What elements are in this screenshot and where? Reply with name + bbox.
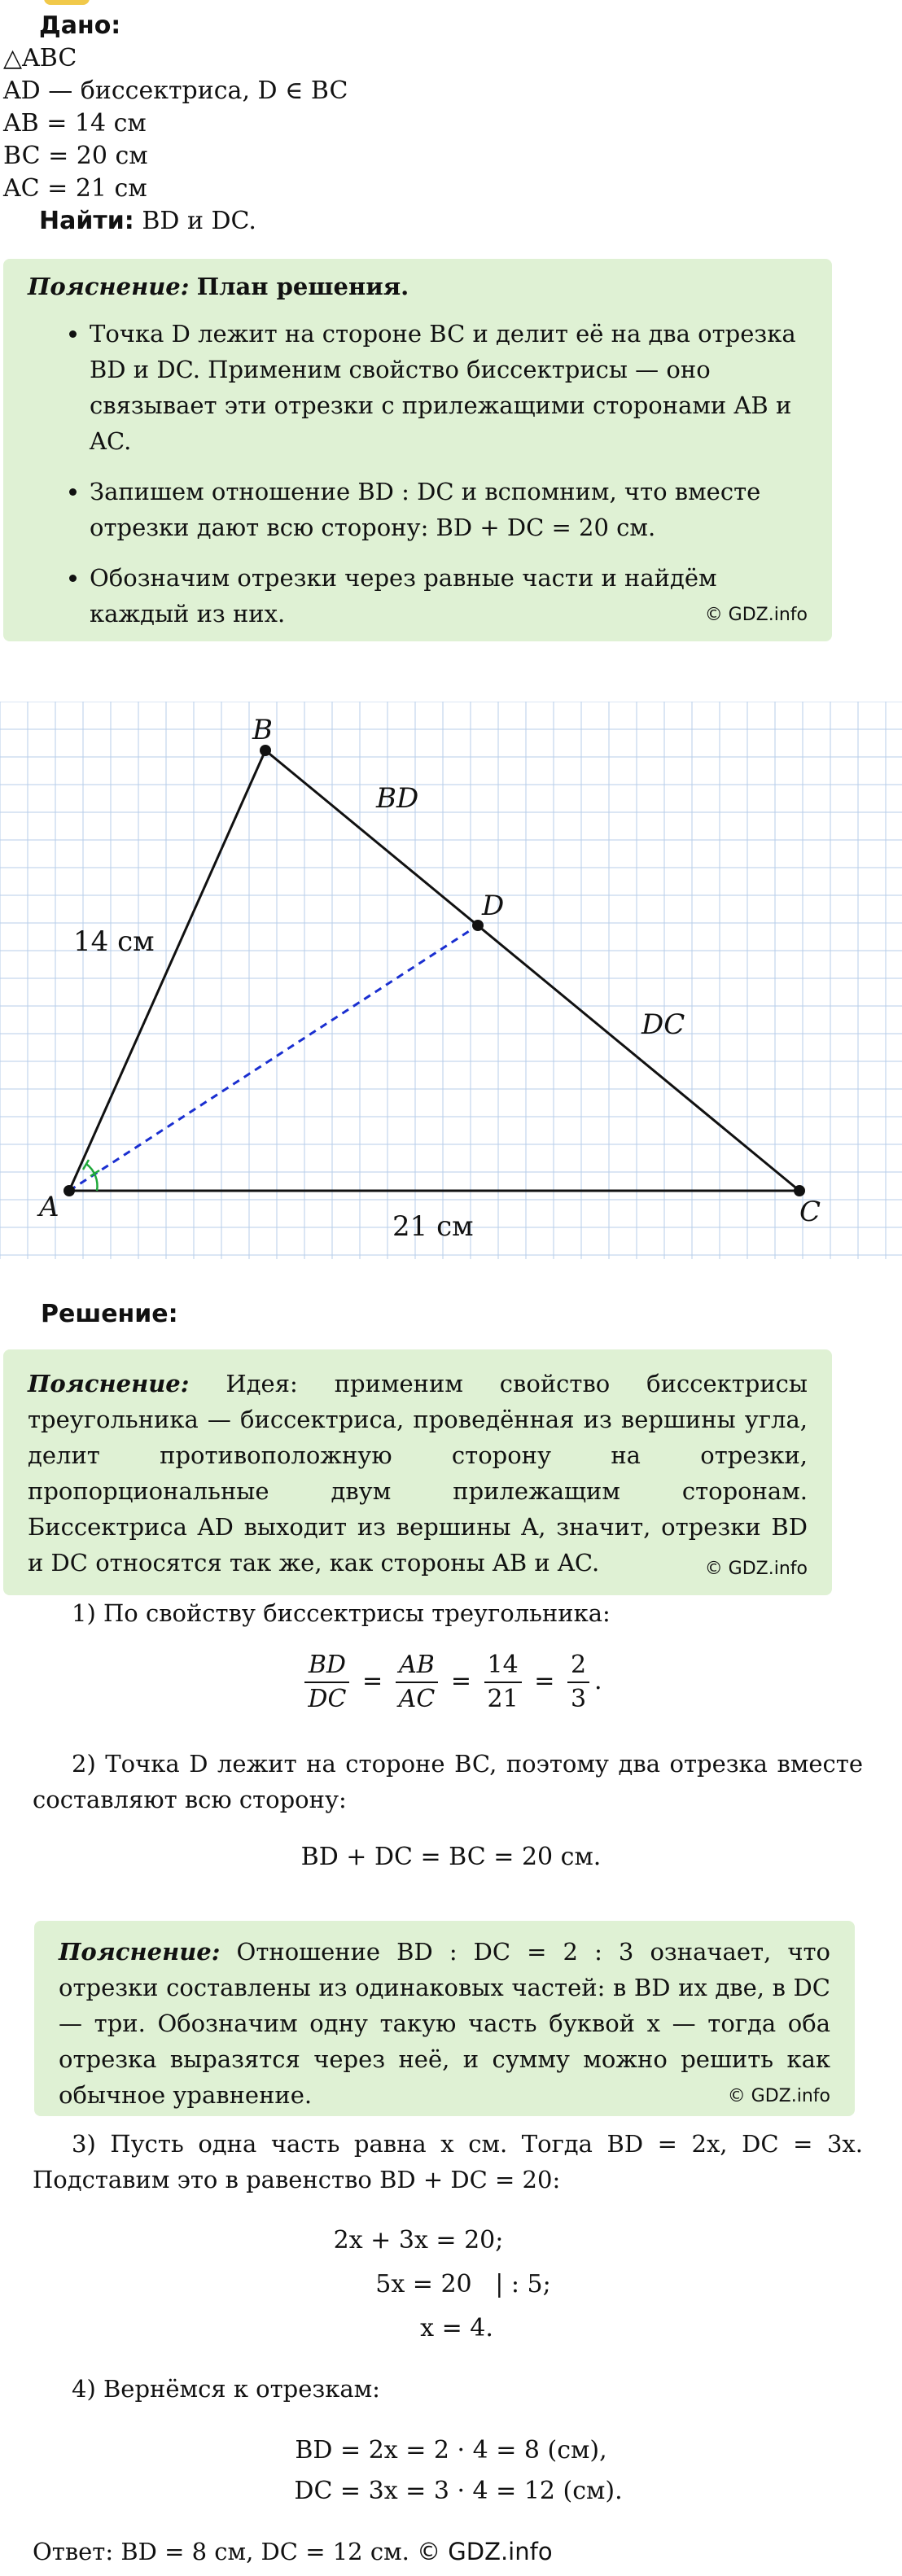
given-bc: BC = 20 см: [3, 142, 148, 170]
frac-14: 14: [484, 1649, 522, 1683]
grid: [0, 702, 902, 1259]
given-bisector: AD — биссектриса, D ∈ BC: [3, 77, 348, 105]
idea-lead: Пояснение:: [28, 1370, 190, 1397]
label-ac-length: 21 см: [392, 1210, 474, 1243]
idea-copyright: © GDZ.info: [704, 1559, 808, 1579]
label-d: D: [482, 890, 505, 922]
plan-title: План решения.: [196, 273, 409, 300]
step4-equations: [0, 2430, 902, 2512]
frac-ab: AB: [396, 1649, 439, 1683]
step2-equation: BD + DC = BC = 20 см.: [300, 1843, 602, 1871]
frac-3: 3: [570, 1685, 587, 1713]
step3-text: 3) Пусть одна часть равна x см. Тогда BD = 2x, DC = 3x. Подставим это в равенство BD + DC = 20:: [33, 2130, 863, 2193]
ratio-text: Отношение BD : DC = 2 : 3 означает, что отрезки составлены из одинаковых частей: в BD их две, в DC — три. Обозначим одну такую часть буквой x — тогда оба отрезка выразятся через неё, и сумму можно решить как обычное уравнение.: [59, 1938, 830, 2109]
point-b: [260, 745, 271, 756]
label-dc: DC: [641, 1008, 685, 1041]
bisector-ad: [69, 925, 478, 1191]
plan-title-line: [28, 269, 808, 304]
eq-line: x = 4.: [420, 2314, 493, 2342]
eq-line: 2x + 3x = 20;: [333, 2226, 504, 2255]
eq-line: DC = 3x = 3 · 4 = 12 (см).: [294, 2477, 623, 2505]
eq-line: 5x = 20 | : 5;: [375, 2270, 551, 2298]
answer-line: [33, 2538, 553, 2565]
idea-text: Идея: применим свойство биссектрисы треугольника — биссектриса, проведённая из вершины угла, делит противоположную сторону на отрезки, пропорциональные двум прилежащим сторонам. Биссектриса AD выходит из вершины A, значит, отрезки BD и DC относятся так же, как стороны AB и AC.: [28, 1370, 808, 1577]
given-ac: AC = 21 см: [3, 174, 147, 203]
idea-paragraph: [28, 1366, 808, 1581]
frac-ac: AC: [398, 1685, 436, 1713]
find-line: [3, 205, 459, 238]
find-value: BD и DC.: [142, 207, 256, 235]
plan-bullet: • Запишем отношение BD : DC и вспомним, что вместе отрезки дают всю сторону: BD + DC = 20 см.: [90, 474, 808, 545]
frac-2: 2: [567, 1649, 589, 1683]
triangle-sides: [69, 750, 799, 1191]
step2-text: 2) Точка D лежит на стороне BC, поэтому два отрезка вместе составляют всю сторону:: [33, 1750, 863, 1813]
idea-note: [3, 1349, 832, 1595]
frac-dc: DC: [308, 1685, 347, 1713]
point-a: [63, 1185, 75, 1196]
frac-bd: BD: [304, 1649, 349, 1683]
plan-lead: Пояснение:: [28, 273, 190, 300]
ratio-lead: Пояснение:: [59, 1938, 221, 1966]
given-block: [3, 10, 459, 238]
eq-line: BD = 2x = 2 · 4 = 8 (см),: [295, 2436, 607, 2464]
plan-note: [3, 259, 832, 641]
ratio-paragraph: [59, 1934, 830, 2113]
ratio-note: [34, 1921, 855, 2116]
plan-copyright: © GDZ.info: [704, 605, 808, 625]
triangle-figure: [0, 702, 902, 1259]
label-b: B: [252, 714, 273, 746]
plan-bullet: • Точка D лежит на стороне BC и делит её на два отрезка BD и DC. Применим свойство биссектрисы — оно связывает эти отрезки с прилежащими сторонами AB и AC.: [90, 316, 808, 459]
frac-21: 21: [487, 1685, 519, 1713]
plan-bullets: [28, 316, 808, 632]
point-c: [794, 1185, 805, 1196]
side-ab: [69, 750, 265, 1191]
step3-equations: [0, 2219, 902, 2351]
ratio-copyright: © GDZ.info: [727, 2086, 830, 2106]
step1-equation: $\frac{BD}{DC}$ = $\frac{AB}{AC}$ = $\frac{14}{21}$ = $\frac{2}{3}$ .: [0, 1649, 902, 1716]
label-c: C: [799, 1196, 821, 1228]
step1-text: 1) По свойству биссектрисы треугольника:: [72, 1599, 611, 1627]
given-ab: AB = 14 см: [3, 109, 147, 138]
plan-bullet: • Обозначим отрезки через равные части и найдём каждый из них.: [90, 560, 808, 632]
solution-heading: Решение:: [41, 1300, 178, 1328]
header-tab: [44, 0, 90, 5]
given-triangle: △ABC: [3, 44, 77, 72]
given-heading: Дано:: [39, 11, 121, 40]
label-bd: BD: [376, 782, 419, 815]
label-ab-length: 14 см: [73, 925, 155, 958]
triangle-svg: [0, 702, 902, 1259]
answer-text: Ответ: BD = 8 см, DC = 12 см.: [33, 2538, 409, 2565]
find-label: Найти:: [39, 207, 134, 235]
label-a: A: [39, 1191, 59, 1223]
answer-copyright: © GDZ.info: [417, 2538, 553, 2565]
step4-text: 4) Вернёмся к отрезкам:: [72, 2375, 380, 2403]
